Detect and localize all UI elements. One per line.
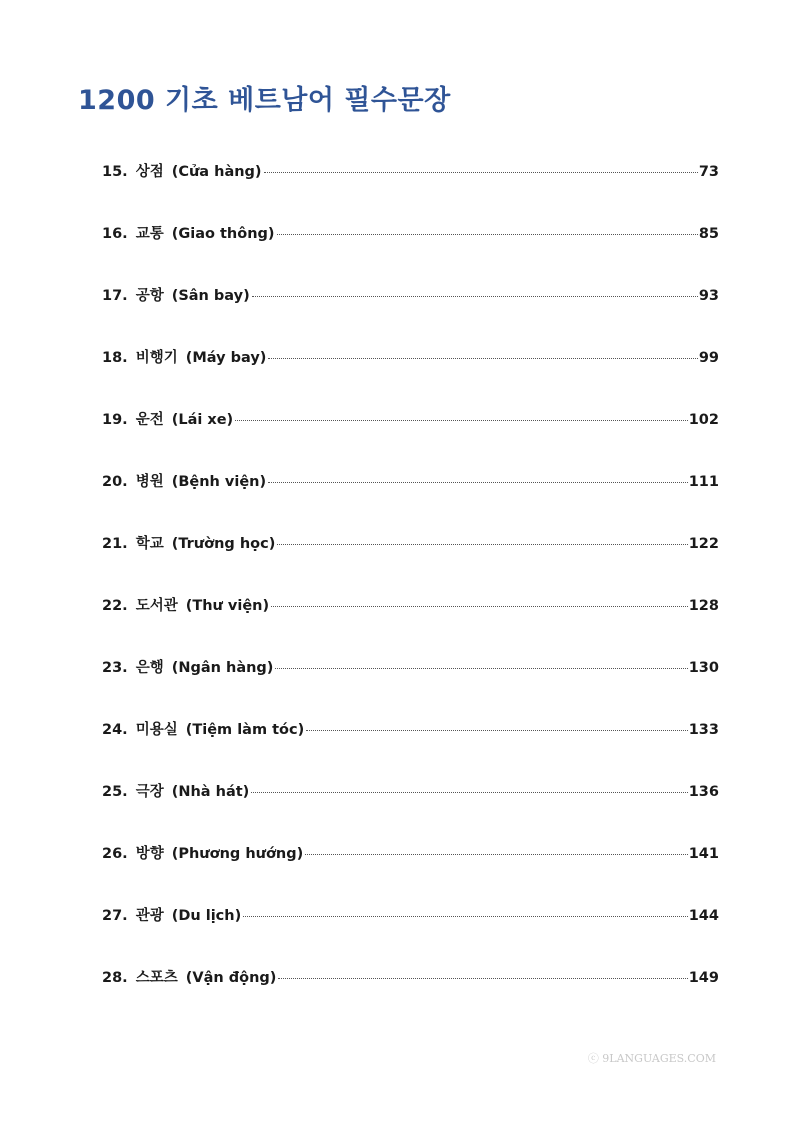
toc-dot-leader xyxy=(271,606,688,607)
toc-entry-number: 20. xyxy=(102,474,128,490)
copyright-watermark: ⓒ 9LANGUAGES.COM xyxy=(587,1052,716,1065)
toc-entry[interactable] xyxy=(102,284,719,346)
toc-dot-leader xyxy=(243,916,687,917)
toc-entry-number: 28. xyxy=(102,970,128,986)
toc-entry-vietnamese-title: (Bệnh viện) xyxy=(171,474,267,490)
toc-entry-korean-title: 미용실 xyxy=(135,722,178,738)
toc-entry-korean-title: 상점 xyxy=(135,164,164,180)
toc-entry[interactable] xyxy=(102,780,719,842)
toc-entry-korean-title: 도서관 xyxy=(135,598,178,614)
toc-entry-page-number: 130 xyxy=(688,660,719,676)
table-of-contents xyxy=(102,160,719,1028)
toc-entry-korean-title: 운전 xyxy=(135,412,164,428)
toc-entry-korean-title: 비행기 xyxy=(135,350,178,366)
toc-entry-number: 26. xyxy=(102,846,128,862)
toc-entry-korean-title: 병원 xyxy=(135,474,164,490)
toc-dot-leader xyxy=(268,358,697,359)
toc-entry-vietnamese-title: (Thư viện) xyxy=(185,598,270,614)
toc-entry[interactable] xyxy=(102,904,719,966)
toc-entry-vietnamese-title: (Trường học) xyxy=(171,536,276,552)
toc-entry-page-number: 93 xyxy=(698,288,719,304)
toc-entry-page-number: 141 xyxy=(688,846,719,862)
toc-dot-leader xyxy=(235,420,688,421)
toc-entry-vietnamese-title: (Du lịch) xyxy=(171,908,242,924)
toc-dot-leader xyxy=(275,668,687,669)
toc-entry[interactable] xyxy=(102,594,719,656)
toc-entry[interactable] xyxy=(102,408,719,470)
toc-entry-vietnamese-title: (Lái xe) xyxy=(171,412,234,428)
toc-entry-korean-title: 교통 xyxy=(135,226,164,242)
toc-entry-number: 15. xyxy=(102,164,128,180)
toc-entry-korean-title: 극장 xyxy=(135,784,164,800)
toc-entry-korean-title: 학교 xyxy=(135,536,164,552)
toc-entry-number: 17. xyxy=(102,288,128,304)
toc-entry-number: 25. xyxy=(102,784,128,800)
toc-entry-number: 21. xyxy=(102,536,128,552)
toc-entry[interactable] xyxy=(102,842,719,904)
toc-entry-page-number: 128 xyxy=(688,598,719,614)
toc-entry-vietnamese-title: (Sân bay) xyxy=(171,288,250,304)
toc-entry-korean-title: 방향 xyxy=(135,846,164,862)
toc-entry[interactable] xyxy=(102,470,719,532)
toc-entry-page-number: 136 xyxy=(688,784,719,800)
toc-entry-number: 24. xyxy=(102,722,128,738)
toc-entry-korean-title: 공항 xyxy=(135,288,164,304)
toc-dot-leader xyxy=(277,234,698,235)
toc-entry-page-number: 149 xyxy=(688,970,719,986)
toc-entry[interactable] xyxy=(102,966,719,1028)
toc-entry[interactable] xyxy=(102,160,719,222)
toc-entry-page-number: 102 xyxy=(688,412,719,428)
toc-entry-vietnamese-title: (Phương hướng) xyxy=(171,846,304,862)
toc-entry-page-number: 99 xyxy=(698,350,719,366)
toc-entry-vietnamese-title: (Cửa hàng) xyxy=(171,164,262,180)
page-title: 1200 기초 베트남어 필수문장 xyxy=(78,85,451,116)
toc-entry-page-number: 133 xyxy=(688,722,719,738)
toc-entry-vietnamese-title: (Ngân hàng) xyxy=(171,660,274,676)
toc-dot-leader xyxy=(251,792,687,793)
toc-entry-number: 23. xyxy=(102,660,128,676)
toc-entry-korean-title: 관광 xyxy=(135,908,164,924)
toc-entry-number: 27. xyxy=(102,908,128,924)
toc-entry[interactable] xyxy=(102,532,719,594)
toc-entry-korean-title: 스포츠 xyxy=(135,970,178,986)
toc-dot-leader xyxy=(305,854,687,855)
toc-entry-number: 19. xyxy=(102,412,128,428)
toc-dot-leader xyxy=(268,482,688,483)
toc-entry-vietnamese-title: (Nhà hát) xyxy=(171,784,250,800)
toc-entry-page-number: 73 xyxy=(698,164,719,180)
toc-dot-leader xyxy=(278,978,687,979)
toc-entry-vietnamese-title: (Giao thông) xyxy=(171,226,275,242)
toc-entry-page-number: 144 xyxy=(688,908,719,924)
toc-entry[interactable] xyxy=(102,718,719,780)
toc-dot-leader xyxy=(277,544,687,545)
toc-entry-number: 16. xyxy=(102,226,128,242)
toc-dot-leader xyxy=(252,296,698,297)
toc-entry-number: 18. xyxy=(102,350,128,366)
toc-entry[interactable] xyxy=(102,346,719,408)
toc-entry-vietnamese-title: (Tiệm làm tóc) xyxy=(185,722,305,738)
toc-entry-number: 22. xyxy=(102,598,128,614)
toc-dot-leader xyxy=(264,172,698,173)
toc-entry-korean-title: 은행 xyxy=(135,660,164,676)
toc-dot-leader xyxy=(306,730,687,731)
toc-entry-page-number: 85 xyxy=(698,226,719,242)
toc-entry-page-number: 122 xyxy=(688,536,719,552)
toc-entry-page-number: 111 xyxy=(688,474,719,490)
toc-entry-vietnamese-title: (Vận động) xyxy=(185,970,277,986)
toc-entry[interactable] xyxy=(102,222,719,284)
toc-entry-vietnamese-title: (Máy bay) xyxy=(185,350,267,366)
toc-entry[interactable] xyxy=(102,656,719,718)
